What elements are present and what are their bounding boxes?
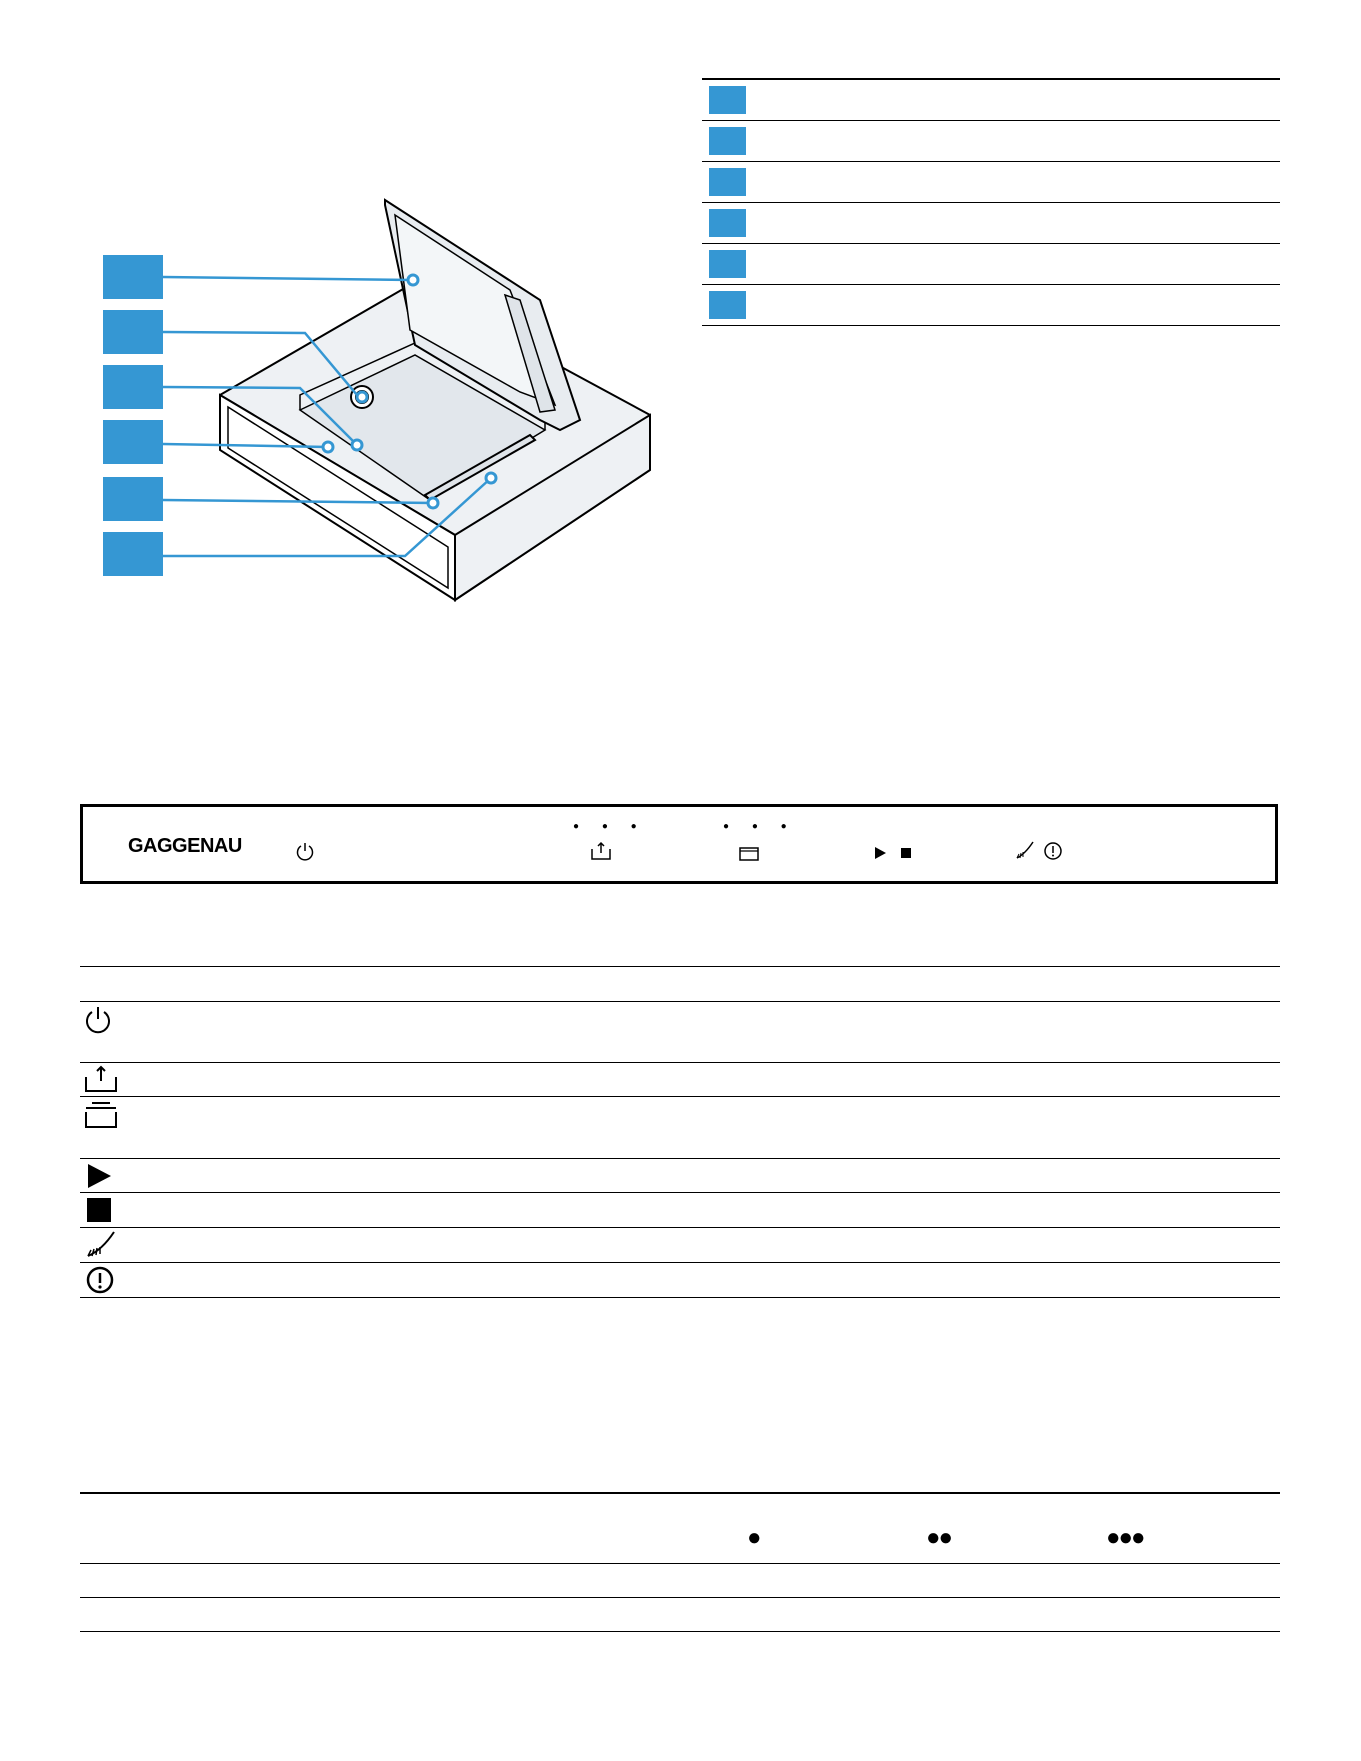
- symbol-row-container: [80, 1097, 1280, 1159]
- level-2-indicator: ●●: [926, 1524, 951, 1551]
- brand-logo: GAGGENAU: [128, 835, 242, 857]
- legend-row: [702, 244, 1280, 285]
- legend-badge: [709, 250, 746, 278]
- legend-badge: [709, 168, 746, 196]
- legend-row: [702, 80, 1280, 121]
- symbol-row-power: [80, 1002, 1280, 1063]
- container-icon[interactable]: [739, 845, 759, 861]
- vacuum-drawer-diagram: [0, 0, 700, 640]
- legend-badge: [709, 209, 746, 237]
- extract-icon[interactable]: [590, 841, 612, 861]
- play-icon: [86, 1163, 112, 1189]
- legend-badge: [709, 86, 746, 114]
- legend-row: [702, 162, 1280, 203]
- stop-icon[interactable]: [900, 847, 912, 859]
- extract-icon: [84, 1065, 118, 1093]
- level-table: [80, 1492, 1280, 1632]
- symbol-row-extract: [80, 1063, 1280, 1097]
- legend-row: [702, 203, 1280, 244]
- symbol-row-play: [80, 1159, 1280, 1193]
- stop-icon: [86, 1197, 112, 1223]
- legend-badge: [709, 291, 746, 319]
- level-row: [80, 1598, 1280, 1632]
- level-header-row: [80, 1494, 1280, 1564]
- legend-row: [702, 121, 1280, 162]
- sealing-icon: [86, 1230, 116, 1258]
- legend-badge: [709, 127, 746, 155]
- sealing-icon[interactable]: [1015, 840, 1035, 860]
- legend-table: [702, 78, 1280, 326]
- legend-row: [702, 285, 1280, 326]
- symbol-row-sealing: [80, 1228, 1280, 1263]
- warning-icon: [86, 1266, 114, 1294]
- control-panel: [80, 804, 1278, 884]
- play-icon[interactable]: [873, 846, 887, 860]
- level-3-indicator: ●●●: [1106, 1524, 1144, 1551]
- level-dots-2: ● ● ●: [723, 821, 797, 832]
- symbol-row-stop: [80, 1193, 1280, 1228]
- warning-icon: [1043, 841, 1063, 861]
- symbol-row-warning: [80, 1263, 1280, 1298]
- symbol-header-row: [80, 967, 1280, 1002]
- symbol-table: [80, 966, 1280, 1298]
- level-dots-1: ● ● ●: [573, 821, 647, 832]
- power-icon: [84, 1006, 112, 1034]
- power-icon[interactable]: [295, 842, 315, 862]
- level-row: [80, 1564, 1280, 1598]
- level-1-indicator: ●: [747, 1524, 760, 1551]
- container-icon: [84, 1101, 118, 1129]
